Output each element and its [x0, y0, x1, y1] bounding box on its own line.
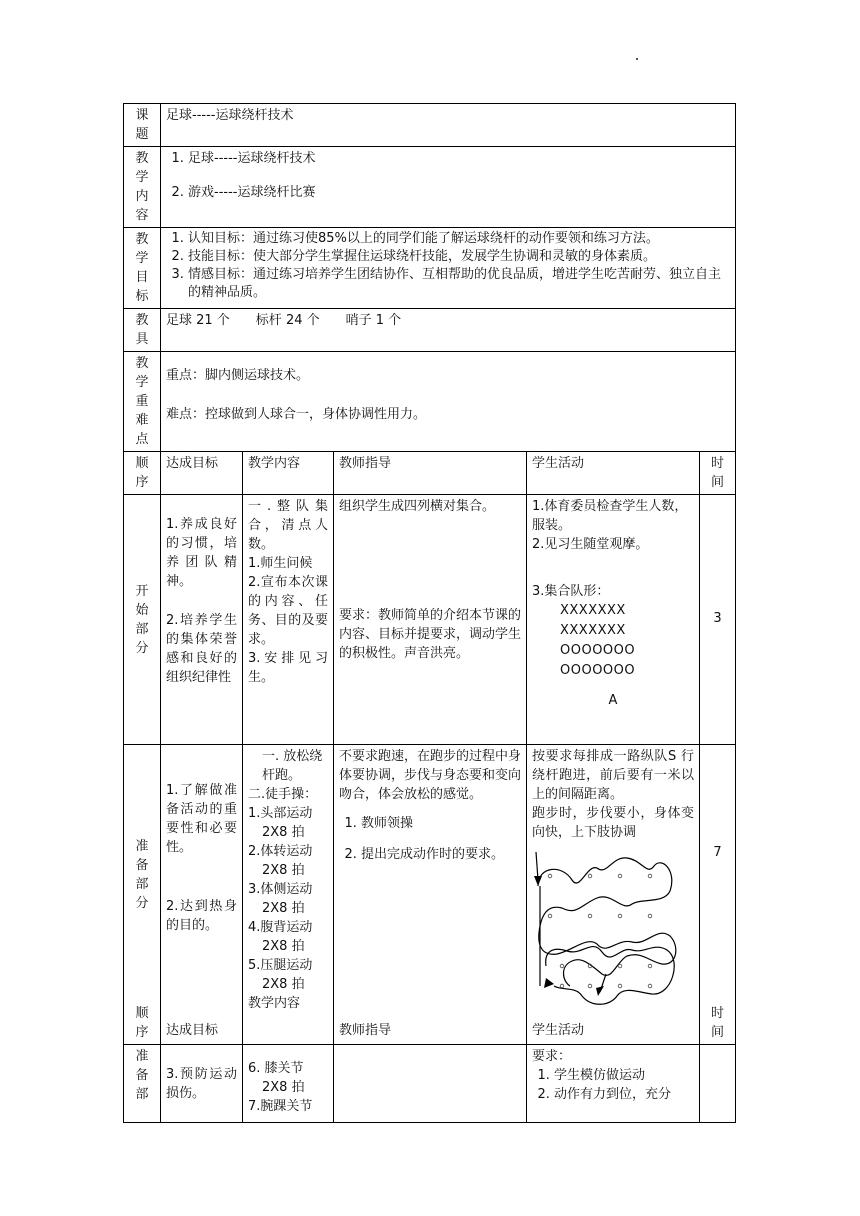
prep2-req-item: 2. 动作有力到位，充分	[554, 1085, 694, 1104]
repeat-content-header: 教学内容	[248, 996, 301, 1011]
prep-content-item: 2X8 拍	[262, 863, 305, 878]
topic-label: 课 题	[124, 104, 161, 147]
objective-item: 2. 技能目标：使大部分学生掌握住运球绕杆技能，发展学生协调和灵敏的身体素质。	[188, 248, 730, 266]
key-point: 重点：脚内侧运球技术。	[166, 368, 310, 383]
prep-guide-item: 2. 提出完成动作时的要求。	[361, 845, 521, 864]
prep-content-item: 3.体侧运动	[248, 882, 313, 897]
activity-header: 学生活动	[527, 452, 700, 495]
header-mark	[636, 58, 638, 60]
start-goals	[161, 495, 243, 745]
prep-guide-top: 不要求跑速，在跑步的过程中身体要协调，步伐与身态要和变向吻合，体会放松的感觉。	[339, 749, 522, 802]
teacher-position-mark: A	[608, 693, 618, 708]
start-activity-item: 2.见习生随堂观摩。	[532, 537, 649, 552]
prep-activity-text: 按要求每排成一路纵队S 行绕杆跑进，前后要有一米以上的间隔距离。	[532, 749, 694, 802]
guide-header: 教师指导	[334, 452, 527, 495]
start-content-item: 一.整队集合，清点人数。	[248, 499, 328, 552]
formation-row: XXXXXXX	[560, 623, 626, 638]
start-guide-top: 组织学生成四列横对集合。	[339, 499, 496, 514]
prep-part-label: 准 备 部 分 顺 序	[124, 745, 161, 1045]
prep-activity	[527, 745, 700, 1045]
prep-goals	[161, 745, 243, 1045]
repeat-time-header: 时	[711, 1006, 725, 1021]
objective-item: 1. 认知目标：通过练习使85%以上的同学们能了解运球绕杆的动作要领和练习方法。	[188, 230, 730, 248]
formation-row: OOOOOOO	[560, 663, 636, 678]
formation	[532, 601, 694, 681]
prep2-content-item: 7.腕踝关节	[248, 1099, 313, 1114]
content-row	[124, 147, 736, 228]
start-goal-2: 2.培养学生的集体荣誉感和良好的组织纪律性	[166, 613, 237, 685]
start-activity-item: 1.体育委员检查学生人数，服装。	[532, 499, 688, 533]
start-part-label: 开 始 部 分	[124, 495, 161, 745]
prep2-content-item: 2X8 拍	[262, 1080, 305, 1095]
repeat-activity-header: 学生活动	[532, 1023, 585, 1038]
keypoints-content	[161, 352, 736, 452]
prep2-activity	[527, 1045, 700, 1123]
start-content-item: 1.师生问候	[248, 556, 313, 571]
start-guide-req: 要求：教师简单的介绍本节课的内容、目标并提要求，调动学生的积极性。声音洪亮。	[339, 608, 522, 661]
prep-time: 7 时 间	[700, 745, 736, 1045]
objectives-row	[124, 228, 736, 309]
goal-header: 达成目标	[161, 452, 243, 495]
content-item: 2. 游戏-----运球绕杆比赛	[188, 183, 730, 202]
repeat-order-header: 顺	[135, 1006, 149, 1021]
slalom-route-diagram	[532, 846, 692, 1016]
topic-value: 足球-----运球绕杆技术	[161, 104, 736, 147]
start-activity-item: 3.集合队形：	[532, 584, 610, 599]
prep-content-item: 二.徒手操：	[248, 787, 318, 802]
equipment-value: 足球 21 个 标杆 24 个 哨子 1 个	[161, 309, 736, 352]
prep2-req-title: 要求：	[532, 1049, 572, 1064]
start-part-row	[124, 495, 736, 745]
start-content-item: 2.宣布本次课的内容、任务、目的及要求。	[248, 575, 328, 647]
start-contents	[243, 495, 334, 745]
content-item: 1. 足球-----运球绕杆技术	[188, 149, 730, 168]
repeat-goal-header: 达成目标	[166, 1023, 219, 1038]
equipment-label: 教 具	[124, 309, 161, 352]
objectives-list	[161, 228, 736, 309]
keypoints-row	[124, 352, 736, 452]
column-header-row	[124, 452, 736, 495]
order-header: 顺 序	[124, 452, 161, 495]
prep-content-item: 2X8 拍	[262, 977, 305, 992]
start-time: 3	[700, 495, 736, 745]
prep2-contents	[243, 1045, 334, 1123]
prep-contents	[243, 745, 334, 1045]
prep-goal-1: 1.了解做准备活动的重要性和必要性。	[166, 783, 237, 855]
repeat-guide-header: 教师指导	[339, 1023, 392, 1038]
prep-goal-2: 2.达到热身的目的。	[166, 899, 237, 933]
prep-content-item: 2X8 拍	[262, 825, 305, 840]
objective-item: 3. 情感目标：通过练习培养学生团结协作、互相帮助的优良品质，增进学生吃苦耐劳、独立自主的精神品质。	[188, 266, 730, 302]
start-activity	[527, 495, 700, 745]
prep2-goal: 3.预防运动损伤。	[161, 1045, 243, 1123]
prep-part-continued-row	[124, 1045, 736, 1123]
time-header: 时 间	[700, 452, 736, 495]
prep-content-item: 2X8 拍	[262, 939, 305, 954]
prep2-req-item: 1. 学生模仿做运动	[554, 1066, 694, 1085]
prep2-content-item: 6. 膝关节	[248, 1061, 304, 1076]
equipment-row	[124, 309, 736, 352]
start-guide	[334, 495, 527, 745]
prep-part-row	[124, 745, 736, 1045]
content-header: 教学内容	[243, 452, 334, 495]
start-goal-1: 1.养成良好的习惯，培养团队精神。	[166, 517, 237, 589]
objectives-label: 教 学 目 标	[124, 228, 161, 309]
prep-content-item: 5.压腿运动	[248, 958, 313, 973]
prep2-time	[700, 1045, 736, 1123]
prep-content-item: 一. 放松绕杆跑。	[262, 749, 323, 783]
difficult-point: 难点：控球做到人球合一，身体协调性用力。	[166, 407, 427, 422]
prep-content-item: 4.腹背运动	[248, 920, 313, 935]
prep2-guide	[334, 1045, 527, 1123]
lesson-plan-table	[123, 103, 736, 1123]
formation-row: OOOOOOO	[560, 643, 636, 658]
content-label: 教 学 内 容	[124, 147, 161, 228]
prep-content-item: 2X8 拍	[262, 901, 305, 916]
start-content-item: 3.安排见习生。	[248, 651, 328, 685]
prep-content-item: 2.体转运动	[248, 844, 313, 859]
content-list	[161, 147, 736, 228]
keypoints-label: 教 学 重 难 点	[124, 352, 161, 452]
prep-guide-item: 1. 教师领操	[361, 814, 521, 833]
formation-row: XXXXXXX	[560, 603, 626, 618]
topic-row	[124, 104, 736, 147]
prep-activity-text-2: 跑步时，步伐要小，身体变向快，上下肢协调	[532, 806, 694, 840]
prep-content-item: 1.头部运动	[248, 806, 313, 821]
prep-part-label-2: 准 备 部	[124, 1045, 161, 1123]
prep-guide	[334, 745, 527, 1045]
